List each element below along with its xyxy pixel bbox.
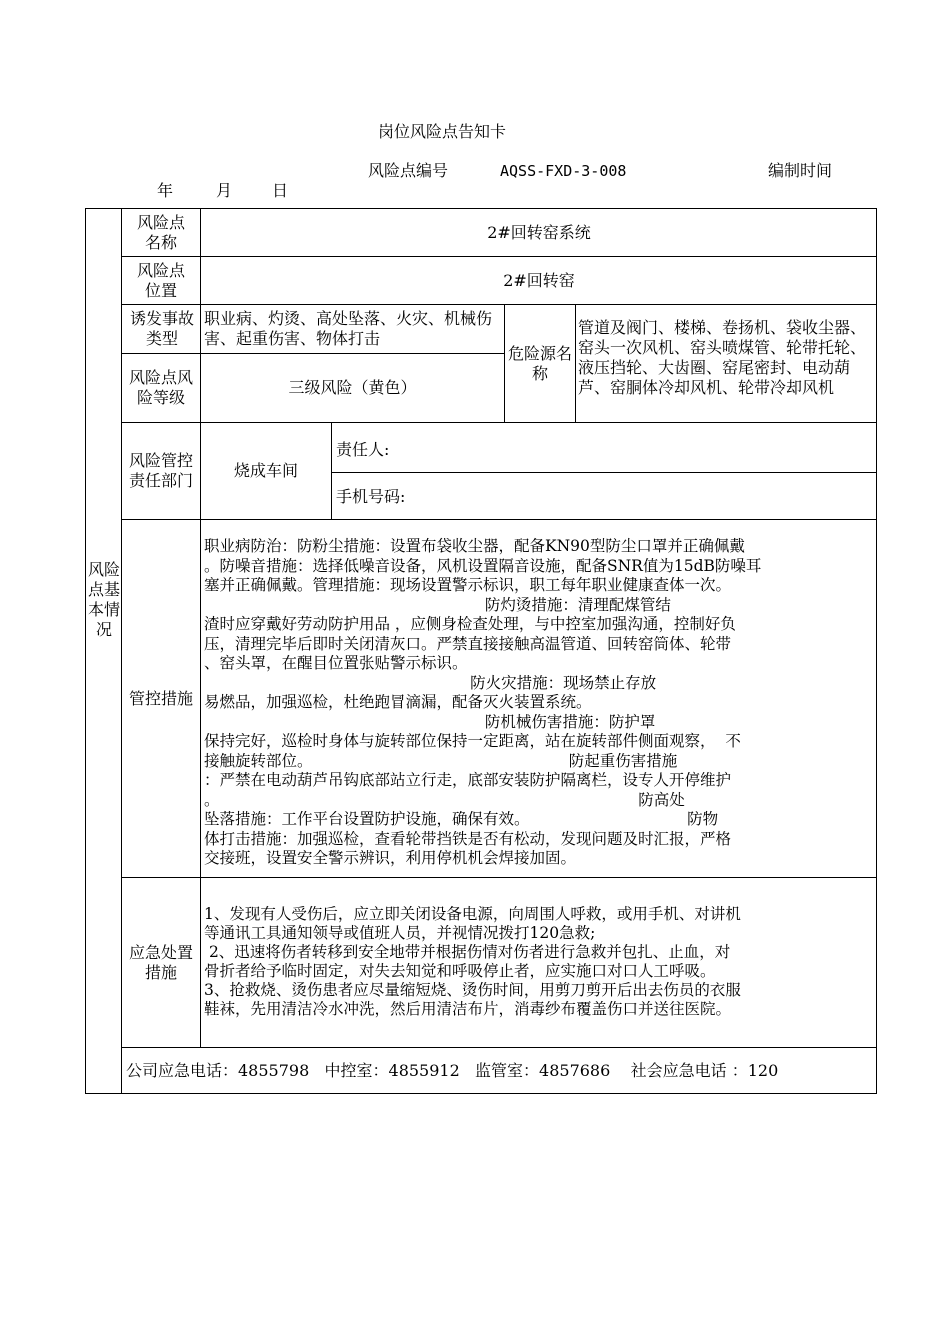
level-label: 风险点风险等级 xyxy=(128,368,193,407)
responsible-label: 责任人: xyxy=(336,440,390,459)
measures-line: 职业病防治：防粉尘措施：设置布袋收尘器，配备KN90型防尘口罩并正确佩戴 xyxy=(204,537,745,555)
emergency-phones: 公司应急电话：4855798 中控室：4855912 监管室：4857686 社会应急电话 ：120 xyxy=(126,1061,779,1080)
grid-line xyxy=(575,304,576,422)
location-value: 2#回转窑 xyxy=(503,270,575,290)
grid-line xyxy=(121,877,877,878)
emergency-label: 应急处置措施 xyxy=(128,942,193,982)
accident-value: 职业病、灼烫、高处坠落、火灾、机械伤害、起重伤害、物体打击 xyxy=(204,309,493,348)
grid-line xyxy=(331,472,877,473)
emergency-line: 2、迅速将伤者转移到安全地带并根据伤情对伤者进行急救并包扎、止血，对 xyxy=(204,943,731,961)
emergency-line: 1、发现有人受伤后，应立即关闭设备电源，向周围人呼救，或用手机、对讲机 xyxy=(204,905,741,923)
emergency-text xyxy=(204,905,874,1019)
measures-line: 防机械伤害措施：防护罩 xyxy=(204,712,656,731)
card-title: 岗位风险点告知卡 xyxy=(378,122,507,141)
grid-line xyxy=(200,208,201,1048)
emergency-line: 骨折者给予临时固定，对失去知觉和呼吸停止者，应实施口对口人工呼吸。 xyxy=(204,962,716,980)
code-label: 风险点编号 xyxy=(368,161,449,180)
name-value: 2#回转窑系统 xyxy=(487,223,591,242)
name-label: 风险点名称 xyxy=(136,213,185,252)
code-value: AQSS-FXD-3-008 xyxy=(500,162,627,180)
grid-line xyxy=(121,1047,877,1048)
location-label: 风险点位置 xyxy=(136,260,185,300)
measures-label: 管控措施 xyxy=(128,688,193,708)
emergency-line: 鞋袜，先用清洁冷水冲洗，然后用清洁布片，消毒纱布覆盖伤口并送往医院。 xyxy=(204,1000,732,1018)
emergency-line: 3、抢救烧、烫伤患者应尽量缩短烧、烫伤时间，用剪刀剪开后出去伤员的衣服 xyxy=(204,981,741,999)
measures-line: 。 防高处 xyxy=(204,790,685,809)
phone-label: 手机号码: xyxy=(336,487,406,506)
measures-line: 渣时应穿戴好劳动防护用品 ，应侧身检查处理，与中控室加强沟通，控制好负 xyxy=(204,615,736,633)
measures-line: 接触旋转部位。 防起重伤害措施 xyxy=(204,751,678,770)
grid-line xyxy=(331,422,332,519)
grid-line xyxy=(121,304,877,305)
emergency-line: 等通讯工具通知领导或值班人员，并视情况拨打120急救; xyxy=(204,924,596,942)
side-label: 风险点基本情况 xyxy=(87,560,120,639)
measures-line: 、窑头罩，在醒目位置张贴警示标识。 xyxy=(204,654,468,672)
hazard-value: 管道及阀门、楼梯、卷扬机、袋收尘器、窑头一次风机、窑头喷煤管、轮带托轮、液压挡轮、大齿圈、窑尾密封、电动葫芦、窑胴体冷却风机、轮带冷却风机 xyxy=(578,318,867,397)
measures-line: 坠落措施：工作平台设置防护设施，确保有效。 防物 xyxy=(204,810,719,828)
measures-line: 塞并正确佩戴。管理措施：现场设置警示标识，职工每年职业健康查体一次。 xyxy=(204,576,732,594)
measures-line: 体打击措施：加强巡检，查看轮带挡铁是否有松动，发现问题及时汇报，严格 xyxy=(204,829,732,848)
measures-line: 防火灾措施：现场禁止存放 xyxy=(204,673,657,692)
date-label: 编制时间 xyxy=(768,161,833,180)
measures-text xyxy=(204,537,874,869)
hazard-label: 危险源名称 xyxy=(508,343,573,383)
measures-line: 。防噪音措施：选择低噪音设备，风机设置隔音设施，配备SNR值为15dB防噪耳 xyxy=(204,556,762,575)
measures-line: 防灼烫措施：清理配煤管结 xyxy=(204,595,671,614)
measures-line: 交接班，设置安全警示辨识，利用停机机会焊接加固。 xyxy=(204,849,577,867)
grid-line xyxy=(504,304,505,422)
measures-line: ：严禁在电动葫芦吊钩底部站立行走，底部安装防护隔离栏，设专人开停维护 xyxy=(204,771,732,789)
measures-line: 易燃品，加强巡检，杜绝跑冒滴漏，配备灭火装置系统。 xyxy=(204,693,592,711)
day-label: 日 xyxy=(272,181,289,200)
accident-label: 诱发事故类型 xyxy=(129,309,194,348)
dept-label: 风险管控责任部门 xyxy=(128,451,193,490)
measures-line: 保持完好，巡检时身体与旋转部位保持一定距离，站在旋转部件侧面观察， 不 xyxy=(204,732,741,750)
grid-line xyxy=(121,208,122,1094)
level-value: 三级风险（黄色） xyxy=(288,378,417,397)
month-label: 月 xyxy=(216,181,233,200)
dept-value: 烧成车间 xyxy=(233,461,298,480)
grid-line xyxy=(121,519,877,520)
measures-line: 压，清理完毕后即时关闭清灰口。严禁直接接触高温管道、回转窑筒体、轮带 xyxy=(204,634,732,653)
year-label: 年 xyxy=(157,181,174,200)
